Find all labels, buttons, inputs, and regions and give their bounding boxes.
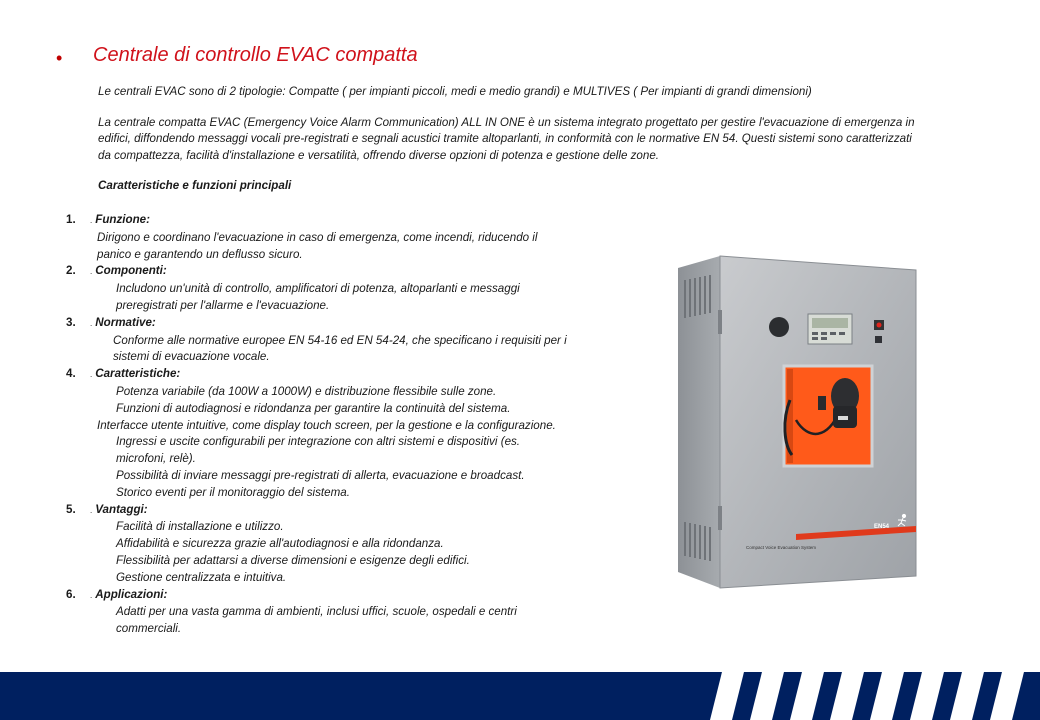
- item-number: 5.: [66, 502, 76, 516]
- item-line: sistemi di evacuazione vocale.: [113, 350, 270, 364]
- hinge-top: [718, 310, 722, 334]
- display-screen: [812, 318, 848, 328]
- item-line: panico e garantendo un deflusso sicuro.: [97, 247, 303, 261]
- intro-text: [98, 84, 918, 178]
- item-number: 4.: [66, 367, 76, 381]
- en54-badge: EN54: [874, 524, 890, 530]
- item-line: Funzioni di autodiagnosi e ridondanza per garantire la continuità del sistema.: [116, 401, 511, 415]
- item-heading: . Funzione:: [90, 213, 150, 226]
- footer-stripe: [910, 672, 944, 720]
- item-line: commerciali.: [116, 622, 182, 636]
- intro-paragraph-types: Le centrali EVAC sono di 2 tipologie: Compatte ( per impianti piccoli, medi e medio grandi) e MULTIVES ( Per impianti di grandi dimensioni): [98, 85, 812, 98]
- item-line: Potenza variabile (da 100W a 1000W) e distribuzione flessibile sulle zone.: [116, 384, 497, 398]
- footer-stripe: [830, 672, 864, 720]
- item-line: Includono un'unità di controllo, amplificatori di potenza, altoparlanti e messaggi: [116, 282, 520, 296]
- footer-stripe: [750, 672, 784, 720]
- item-line: Dirigono e coordinano l'evacuazione in caso di emergenza, come incendi, riducendo il: [97, 230, 538, 244]
- list-item: [66, 366, 626, 501]
- page-title: Centrale di controllo EVAC compatta: [93, 44, 418, 66]
- features-list: [66, 212, 626, 638]
- list-item: [66, 502, 626, 587]
- speaker-grille: [769, 317, 789, 337]
- hinge-bottom: [718, 506, 722, 530]
- item-line: Adatti per una vasta gamma di ambienti, inclusi uffici, scuole, ospedali e centri: [116, 605, 517, 619]
- footer-stripe: [790, 672, 824, 720]
- item-heading: . Caratteristiche:: [90, 367, 181, 381]
- list-item: [66, 315, 626, 366]
- evac-cabinet-image: [678, 250, 918, 590]
- item-line: Conforme alle normative europee EN 54-16 ed EN 54-24, che specificano i requisiti per i: [113, 333, 567, 347]
- list-item: [66, 587, 626, 638]
- footer-stripe: [870, 672, 904, 720]
- item-line: Storico eventi per il monitoraggio del sistema.: [116, 485, 350, 499]
- item-heading: . Componenti:: [90, 264, 167, 278]
- list-item: [66, 263, 626, 314]
- footer-stripe: [950, 672, 984, 720]
- features-heading: Caratteristiche e funzioni principali: [98, 179, 292, 192]
- item-heading: . Applicazioni:: [90, 587, 168, 601]
- footer-stripe: [990, 672, 1024, 720]
- item-number: 2.: [66, 264, 76, 278]
- item-line: Ingressi e uscite configurabili per integrazione con altri sistemi e dispositivi (es.: [116, 435, 521, 449]
- item-number: 1.: [66, 213, 76, 226]
- footer-band: [0, 672, 1040, 720]
- item-line: Affidabilità e sicurezza grazie all'autodiagnosi e alla ridondanza.: [116, 537, 444, 551]
- key-switch: [875, 336, 882, 343]
- item-line: Possibilità di inviare messaggi pre-registrati di allerta, evacuazione e broadcast.: [116, 468, 525, 482]
- item-number: 3.: [66, 315, 76, 329]
- item-line: Facilità di installazione e utilizzo.: [116, 520, 284, 534]
- intro-paragraph-description: La centrale compatta EVAC (Emergency Voice Alarm Communication) ALL IN ONE è un sistema integrato progettato per gestire l'evacuazione di emergenza in edifici, diffondendo messaggi vocali pre-registrati e segnali acustici tramite altoparlanti, in conformità con le normative EN 54. Questi sistemi sono caratterizzati da compattezza, facilità d'installazione e versatilità, offrendo diverse opzioni di potenza e gestione delle zone.: [98, 115, 915, 162]
- item-line: preregistrati per l'allarme e l'evacuazione.: [116, 298, 330, 312]
- item-line: microfoni, relè).: [116, 452, 196, 466]
- list-item: [66, 212, 626, 263]
- title-bullet: •: [56, 48, 63, 68]
- item-number: 6.: [66, 587, 76, 601]
- device-caption: Compact Voice Evacuation System: [746, 545, 817, 550]
- item-heading: . Vantaggi:: [90, 502, 148, 516]
- microphone-compartment: [784, 366, 872, 466]
- item-line: Flessibilità per adattarsi a diverse dimensioni e esigenze degli edifici.: [116, 553, 470, 567]
- item-heading: . Normative:: [90, 315, 156, 329]
- item-line: Gestione centralizzata e intuitiva.: [116, 570, 287, 584]
- item-line: Interfacce utente intuitive, come display touch screen, per la gestione e la configurazione.: [97, 418, 556, 432]
- footer-stripe: [710, 672, 744, 720]
